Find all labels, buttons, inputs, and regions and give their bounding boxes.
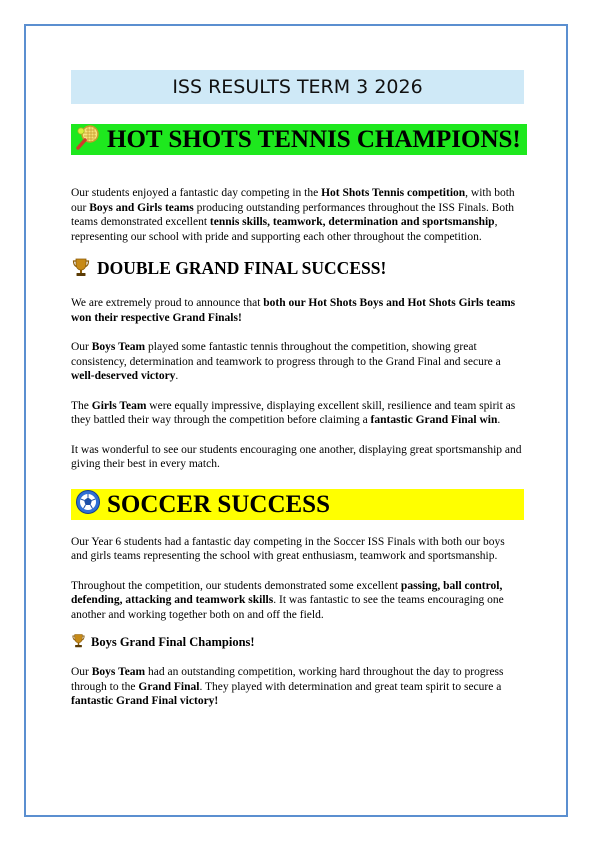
trophy-icon xyxy=(71,257,91,283)
bold-run: well-deserved victory xyxy=(71,370,176,382)
text-run: Throughout the competition, our students demonstrated some excellent xyxy=(71,579,401,592)
text-run: played some fantastic tennis throughout the competition, showing great consistency, determination and teamwork to progress through to the Grand Final and secure a xyxy=(71,341,501,368)
bold-run: Boys and Girls teams xyxy=(89,201,194,214)
bold-run: Girls Team xyxy=(91,399,147,412)
text-run: . It was fantastic to see the teams encouraging one another and working together both on and off the field. xyxy=(71,594,504,621)
tennis-paragraph-3 xyxy=(71,399,524,428)
text-run: The xyxy=(71,399,92,412)
soccer-paragraph-1 xyxy=(71,535,524,564)
tennis-paragraph-1 xyxy=(71,296,524,325)
bold-run: fantastic Grand Final win xyxy=(370,414,498,426)
text-run: , with both our xyxy=(71,187,515,214)
bold-run: passing, ball control, defending, attacking and teamwork skills xyxy=(71,579,503,606)
soccer-heading xyxy=(71,489,524,520)
tennis-paragraph-2 xyxy=(71,340,524,384)
soccer-subheading-text: Boys Grand Final Champions! xyxy=(91,635,255,649)
text-run: Our Year 6 students had a fantastic day competing in the Soccer ISS Finals with both our boys and girls teams representing the school with great enthusiasm, teamwork and sportsmanship. xyxy=(71,535,505,562)
bold-run: tennis skills, teamwork, determination and sportsmanship xyxy=(209,216,495,228)
text-run: . xyxy=(497,414,501,426)
text-run: Our students enjoyed a fantastic day competing in the xyxy=(71,187,322,199)
text-run: were equally impressive, displaying excellent skill, resilience and team spirit as they battled their way through the competition before claiming a xyxy=(71,399,516,426)
bold-run: Boys Team xyxy=(91,341,146,353)
tennis-intro xyxy=(71,186,524,244)
text-run: had an outstanding competition, working hard throughout the day to progress through to the xyxy=(71,666,504,693)
text-run: , representing our school with pride and supporting each other throughout the competition. xyxy=(71,216,498,243)
soccer-paragraph-2 xyxy=(71,579,524,623)
trophy-icon xyxy=(71,633,86,653)
bold-run: both our Hot Shots Boys and Hot Shots Girls teams won their respective Grand Finals! xyxy=(71,297,516,324)
tennis-paragraph-4 xyxy=(71,443,524,472)
text-run: It was wonderful to see our students encouraging one another, displaying great sportsmanship and giving their best in every match. xyxy=(71,443,522,470)
tennis-subheading-text: DOUBLE GRAND FINAL SUCCESS! xyxy=(97,258,387,278)
tennis-heading-text: HOT SHOTS TENNIS CHAMPIONS! xyxy=(107,126,521,153)
tennis-heading xyxy=(71,124,527,155)
text-run: Our xyxy=(71,666,92,678)
soccer-subheading xyxy=(71,633,524,651)
text-run: We are extremely proud to announce that xyxy=(71,297,264,309)
bold-run: Hot Shots Tennis competition xyxy=(321,187,466,199)
newsletter-content xyxy=(71,70,524,709)
bold-run: Grand Final xyxy=(138,680,200,693)
tennis-heading-wrap xyxy=(71,104,524,165)
page-title: ISS RESULTS TERM 3 2026 xyxy=(71,70,524,104)
text-run: producing outstanding performances throughout the ISS Finals. Both teams demonstrated excellent xyxy=(71,201,515,228)
tennis-racket-icon xyxy=(75,124,101,158)
text-run: Our xyxy=(71,341,92,353)
text-run: . xyxy=(175,370,179,382)
soccer-ball-icon xyxy=(75,489,101,523)
bold-run: Boys Team xyxy=(91,666,146,678)
bold-run: fantastic Grand Final victory! xyxy=(71,695,219,707)
soccer-heading-text: SOCCER SUCCESS xyxy=(107,490,330,518)
soccer-paragraph-3 xyxy=(71,665,524,709)
text-run: . They played with determination and great team spirit to secure a xyxy=(199,680,502,693)
tennis-subheading xyxy=(71,256,524,280)
